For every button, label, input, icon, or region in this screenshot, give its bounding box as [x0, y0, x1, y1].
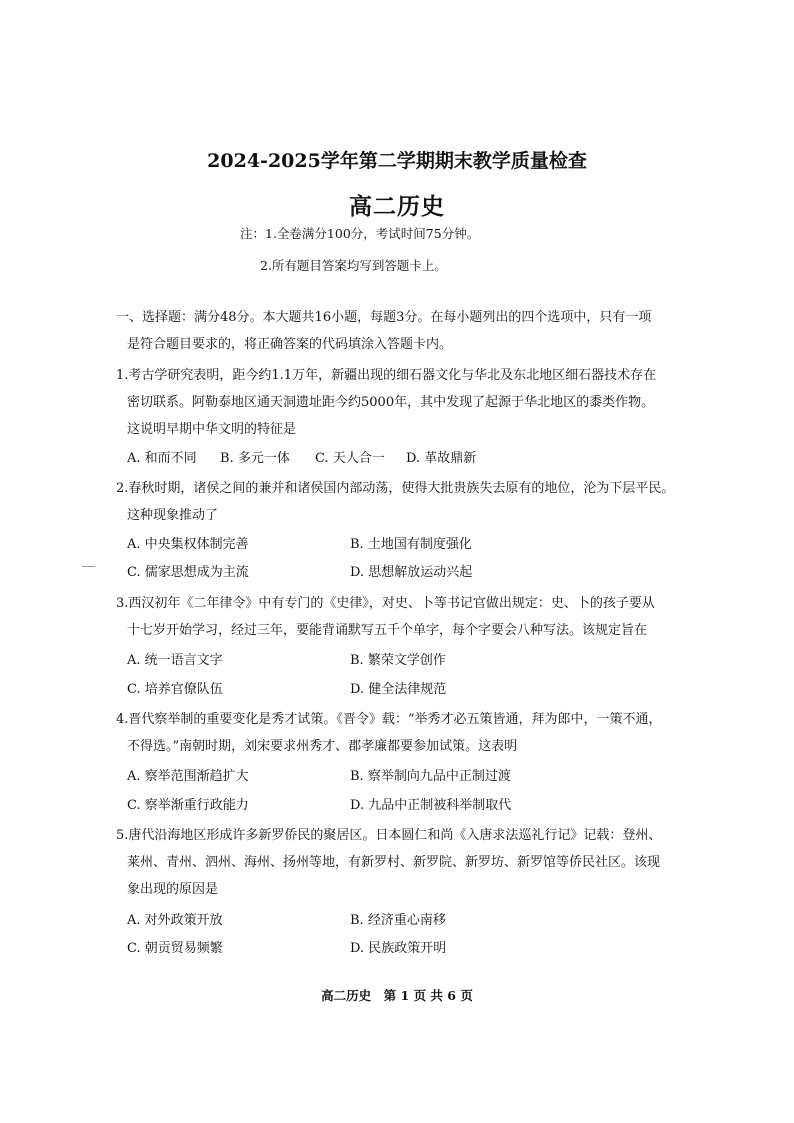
- q4-option-a: A. 察举范围渐趋扩大: [127, 769, 249, 784]
- q5-line-1: 5.唐代沿海地区形成许多新罗侨民的聚居区。日本圆仁和尚《入唐求法巡礼行记》记载：登州、: [116, 828, 662, 843]
- q3-option-d: D. 健全法律规范: [350, 682, 447, 697]
- q1-line-3: 这说明早期中华文明的特征是: [127, 422, 297, 437]
- section-instruction-line-1: 一、选择题：满分48分。本大题共16小题，每题3分。在每小题列出的四个选项中，只有一项: [116, 310, 652, 325]
- note-line-1: 注：1.全卷满分100分，考试时间75分钟。: [240, 226, 480, 241]
- q4-option-b: B. 察举制向九品中正制过渡: [350, 769, 511, 784]
- note-line-2: 2.所有题目答案均写到答题卡上。: [260, 258, 447, 273]
- q2-option-b: B. 土地国有制度强化: [350, 537, 472, 552]
- margin-dash: [82, 566, 95, 567]
- q2-option-c: C. 儒家思想成为主流: [127, 565, 249, 580]
- q1-line-1: 1.考古学研究表明，距今约1.1万年，新疆出现的细石器文化与华北及东北地区细石器技术存在: [116, 368, 657, 383]
- q1-option-a: A. 和而不同: [127, 451, 197, 466]
- q1-option-c: C. 天人合一: [315, 451, 385, 466]
- q2-line-2: 这种现象推动了: [127, 508, 219, 523]
- q3-option-c: C. 培养官僚队伍: [127, 682, 223, 697]
- q1-option-d: D. 革故鼎新: [406, 451, 477, 466]
- q3-line-2: 十七岁开始学习，经过三年，要能背诵默写五千个单字，每个字要会八种写法。该规定旨在: [127, 623, 648, 638]
- q2-option-d: D. 思想解放运动兴起: [350, 565, 473, 580]
- exam-subject: 高二历史: [349, 193, 445, 220]
- q1-line-2: 密切联系。阿勒泰地区通天洞遗址距今约5000年，其中发现了起源于华北地区的黍类作物。: [127, 395, 655, 410]
- q4-option-c: C. 察举渐重行政能力: [127, 798, 249, 813]
- q4-line-1: 4.晋代察举制的重要变化是秀才试策。《晋令》载：“举秀才必五策皆通，拜为郎中，一策不通，: [116, 712, 662, 727]
- q5-line-2: 莱州、青州、泗州、海州、扬州等地，有新罗村、新罗院、新罗坊、新罗馆等侨民社区。该现: [127, 855, 661, 870]
- q3-option-a: A. 统一语言文字: [127, 653, 223, 668]
- q2-option-a: A. 中央集权体制完善: [127, 537, 249, 552]
- page-footer: 高二历史 第 1 页 共 6 页: [321, 988, 473, 1003]
- q4-line-2: 不得选。”南朝时期，刘宋要求州秀才、郡孝廉都要参加试策。这表明: [127, 739, 518, 754]
- q5-option-d: D. 民族政策开明: [350, 941, 447, 956]
- exam-title: 2024-2025学年第二学期期末教学质量检查: [207, 150, 587, 172]
- q5-option-a: A. 对外政策开放: [127, 913, 223, 928]
- q1-option-b: B. 多元一体: [220, 451, 290, 466]
- q2-line-1: 2.春秋时期，诸侯之间的兼并和诸侯国内部动荡，使得大批贵族失去原有的地位，沦为下层平民。: [116, 481, 675, 496]
- q5-line-3: 象出现的原因是: [127, 882, 219, 897]
- q5-option-b: B. 经济重心南移: [350, 913, 446, 928]
- section-instruction-line-2: 是符合题目要求的，将正确答案的代码填涂入答题卡内。: [127, 337, 453, 352]
- q3-option-b: B. 繁荣文学创作: [350, 653, 446, 668]
- q5-option-c: C. 朝贡贸易频繁: [127, 941, 223, 956]
- q3-line-1: 3.西汉初年《二年律令》中有专门的《史律》，对史、卜等书记官做出规定：史、卜的孩子要从: [116, 596, 655, 611]
- q4-option-d: D. 九品中正制被科举制取代: [350, 798, 512, 813]
